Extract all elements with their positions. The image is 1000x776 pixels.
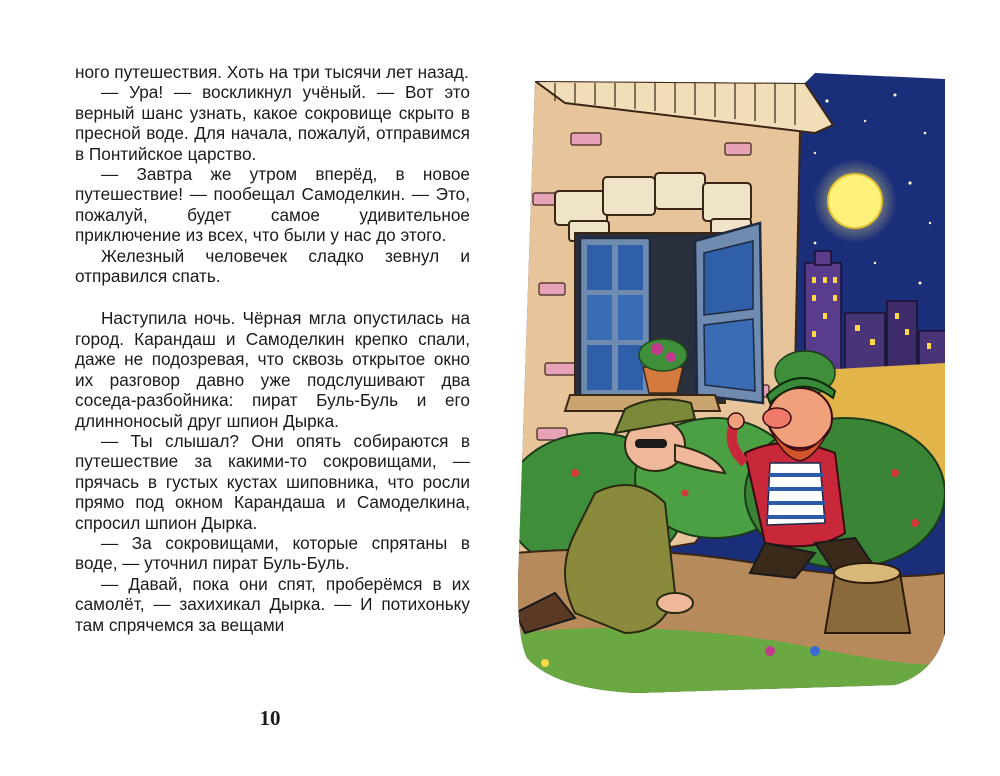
open-window: [565, 223, 763, 411]
moon: [828, 174, 882, 228]
paragraph: ного путешествия. Хоть на три тысячи лет назад.: [75, 62, 469, 82]
paragraph: — Завтра же утром вперёд, в новое путешествие! — пообещал Самоделкин. — Это, пожалуй, будет самое удивительное приключение из всех, что были у нас до этого.: [75, 164, 470, 246]
tree-stump: [825, 563, 910, 633]
paragraph: — Ты слышал? Они опять собираются в путешествие за какими-то сокровищами, — прячась в густых кустах шиповника, что росли прямо под окном Карандаша и Самоделкина, спросил шпион Дырка.: [75, 430, 470, 533]
paragraph: — Ура! — воскликнул учёный. — Вот это верный шанс узнать, какое сокровище скрыто в пресной воде. Для начала, пожалуй, отправимся в Понтийское царство.: [75, 82, 470, 164]
illustration: [515, 73, 945, 693]
page-number: 10: [259, 706, 281, 730]
paragraph: Железный человечек сладко зевнул и отправился спать.: [75, 245, 470, 287]
paragraph: — За сокровищами, которые спрятаны в воде, — уточнил пират Буль-Буль.: [75, 532, 470, 574]
paragraph: — Давай, пока они спят, проберёмся в их самолёт, — захихикал Дырка. — И потихоньку там спрячемся за вещами: [75, 573, 470, 635]
text-column: [75, 62, 470, 635]
paragraph: Наступила ночь. Чёрная мгла опустилась на город. Карандаш и Самоделкин крепко спали, даже не подозревая, что сквозь открытое окно их разговор давно уже подслушивают два соседа-разбойника: пират Буль-Буль и его длинноносый друг шпион Дырка.: [75, 308, 470, 431]
